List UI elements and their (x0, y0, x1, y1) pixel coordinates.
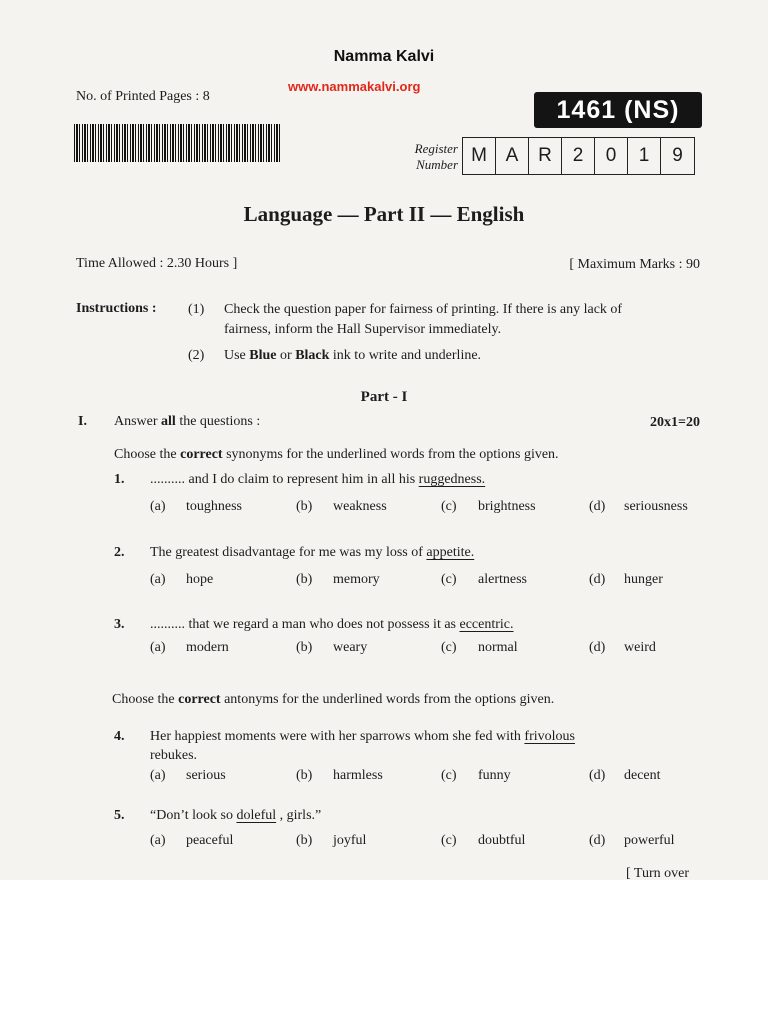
question-number: 2. (114, 545, 125, 560)
option-label: (a) (150, 640, 166, 655)
synonym-instruction: Choose the correct synonyms for the underlined words from the options given. (114, 447, 559, 462)
register-cell: M (463, 138, 496, 174)
register-cell: 1 (628, 138, 661, 174)
option-text: powerful (624, 833, 675, 848)
option-text: weakness (333, 499, 387, 514)
option-text: hunger (624, 572, 663, 587)
printed-pages: No. of Printed Pages : 8 (76, 89, 210, 104)
option-text: seriousness (624, 499, 688, 514)
maximum-marks: [ Maximum Marks : 90 (569, 257, 700, 272)
option-label: (d) (589, 499, 606, 514)
option-text: toughness (186, 499, 242, 514)
question-number: 1. (114, 472, 125, 487)
instruction-text: Use Blue or Black ink to write and underline. (224, 348, 482, 363)
option-text: normal (478, 640, 518, 655)
option-text: modern (186, 640, 229, 655)
register-cell: 2 (562, 138, 595, 174)
option-text: joyful (333, 833, 367, 848)
question-number: 5. (114, 808, 125, 823)
option-label: (c) (441, 572, 457, 587)
option-text: peaceful (186, 833, 234, 848)
option-label: (d) (589, 572, 606, 587)
option-label: (b) (296, 499, 313, 514)
option-text: weary (333, 640, 368, 655)
question-text: Her happiest moments were with her sparrows whom she fed with frivolous (150, 729, 575, 744)
section-score: 20x1=20 (650, 415, 700, 430)
register-number-box (462, 137, 695, 175)
option-label: (b) (296, 572, 313, 587)
option-text: serious (186, 768, 226, 783)
part-title: Part - I (360, 389, 408, 405)
register-cell: 9 (672, 145, 683, 166)
option-label: (d) (589, 768, 606, 783)
option-label: (d) (589, 833, 606, 848)
option-label: (b) (296, 640, 313, 655)
question-text: .......... that we regard a man who does not possess it as eccentric. (150, 617, 514, 632)
option-label: (c) (441, 833, 457, 848)
question-number: 3. (114, 617, 125, 632)
section-instruction: Answer all the questions : (114, 414, 261, 429)
instruction-number: (1) (188, 302, 205, 317)
option-text: hope (186, 572, 214, 587)
register-label-line1: Register (414, 141, 458, 156)
option-label: (b) (296, 768, 313, 783)
option-label: (a) (150, 499, 166, 514)
option-label: (c) (441, 499, 457, 514)
register-label-line2: Number (416, 157, 458, 172)
option-text: weird (624, 640, 656, 655)
option-label: (c) (441, 768, 457, 783)
turn-over-note: [ Turn over (626, 866, 690, 880)
instruction-text: fairness, inform the Hall Supervisor immediately. (224, 322, 502, 337)
option-label: (d) (589, 640, 606, 655)
question-text-continued: rebukes. (150, 748, 198, 763)
option-text: memory (333, 572, 380, 587)
page-title: Language — Part II — English (243, 202, 525, 226)
option-text: brightness (478, 499, 536, 514)
option-text: harmless (333, 768, 383, 783)
antonym-instruction: Choose the correct antonyms for the underlined words from the options given. (112, 692, 555, 707)
question-text: The greatest disadvantage for me was my loss of appetite. (150, 545, 475, 560)
option-label: (b) (296, 833, 313, 848)
section-number: I. (78, 414, 87, 429)
instructions-label: Instructions : (76, 301, 157, 316)
question-text: “Don’t look so doleful , girls.” (150, 808, 322, 823)
option-text: doubtful (478, 833, 526, 848)
option-label: (c) (441, 640, 457, 655)
instruction-number: (2) (188, 348, 205, 363)
brand-title: Namma Kalvi (333, 48, 435, 65)
register-cell: A (496, 138, 529, 174)
question-text: .......... and I do claim to represent him in all his ruggedness. (150, 472, 486, 487)
instruction-text: Check the question paper for fairness of printing. If there is any lack of (224, 302, 623, 317)
option-text: funny (478, 768, 511, 783)
register-cell: 0 (595, 138, 628, 174)
option-label: (a) (150, 768, 166, 783)
register-cell: R (529, 138, 562, 174)
question-number: 4. (114, 729, 125, 744)
brand-url: www.nammakalvi.org (288, 79, 421, 94)
time-allowed: Time Allowed : 2.30 Hours ] (76, 256, 238, 271)
barcode (74, 124, 280, 162)
option-label: (a) (150, 833, 166, 848)
paper-code: 1461 (NS) (534, 92, 702, 128)
option-text: alertness (478, 572, 527, 587)
option-label: (a) (150, 572, 166, 587)
option-text: decent (624, 768, 661, 783)
register-label (404, 141, 458, 173)
